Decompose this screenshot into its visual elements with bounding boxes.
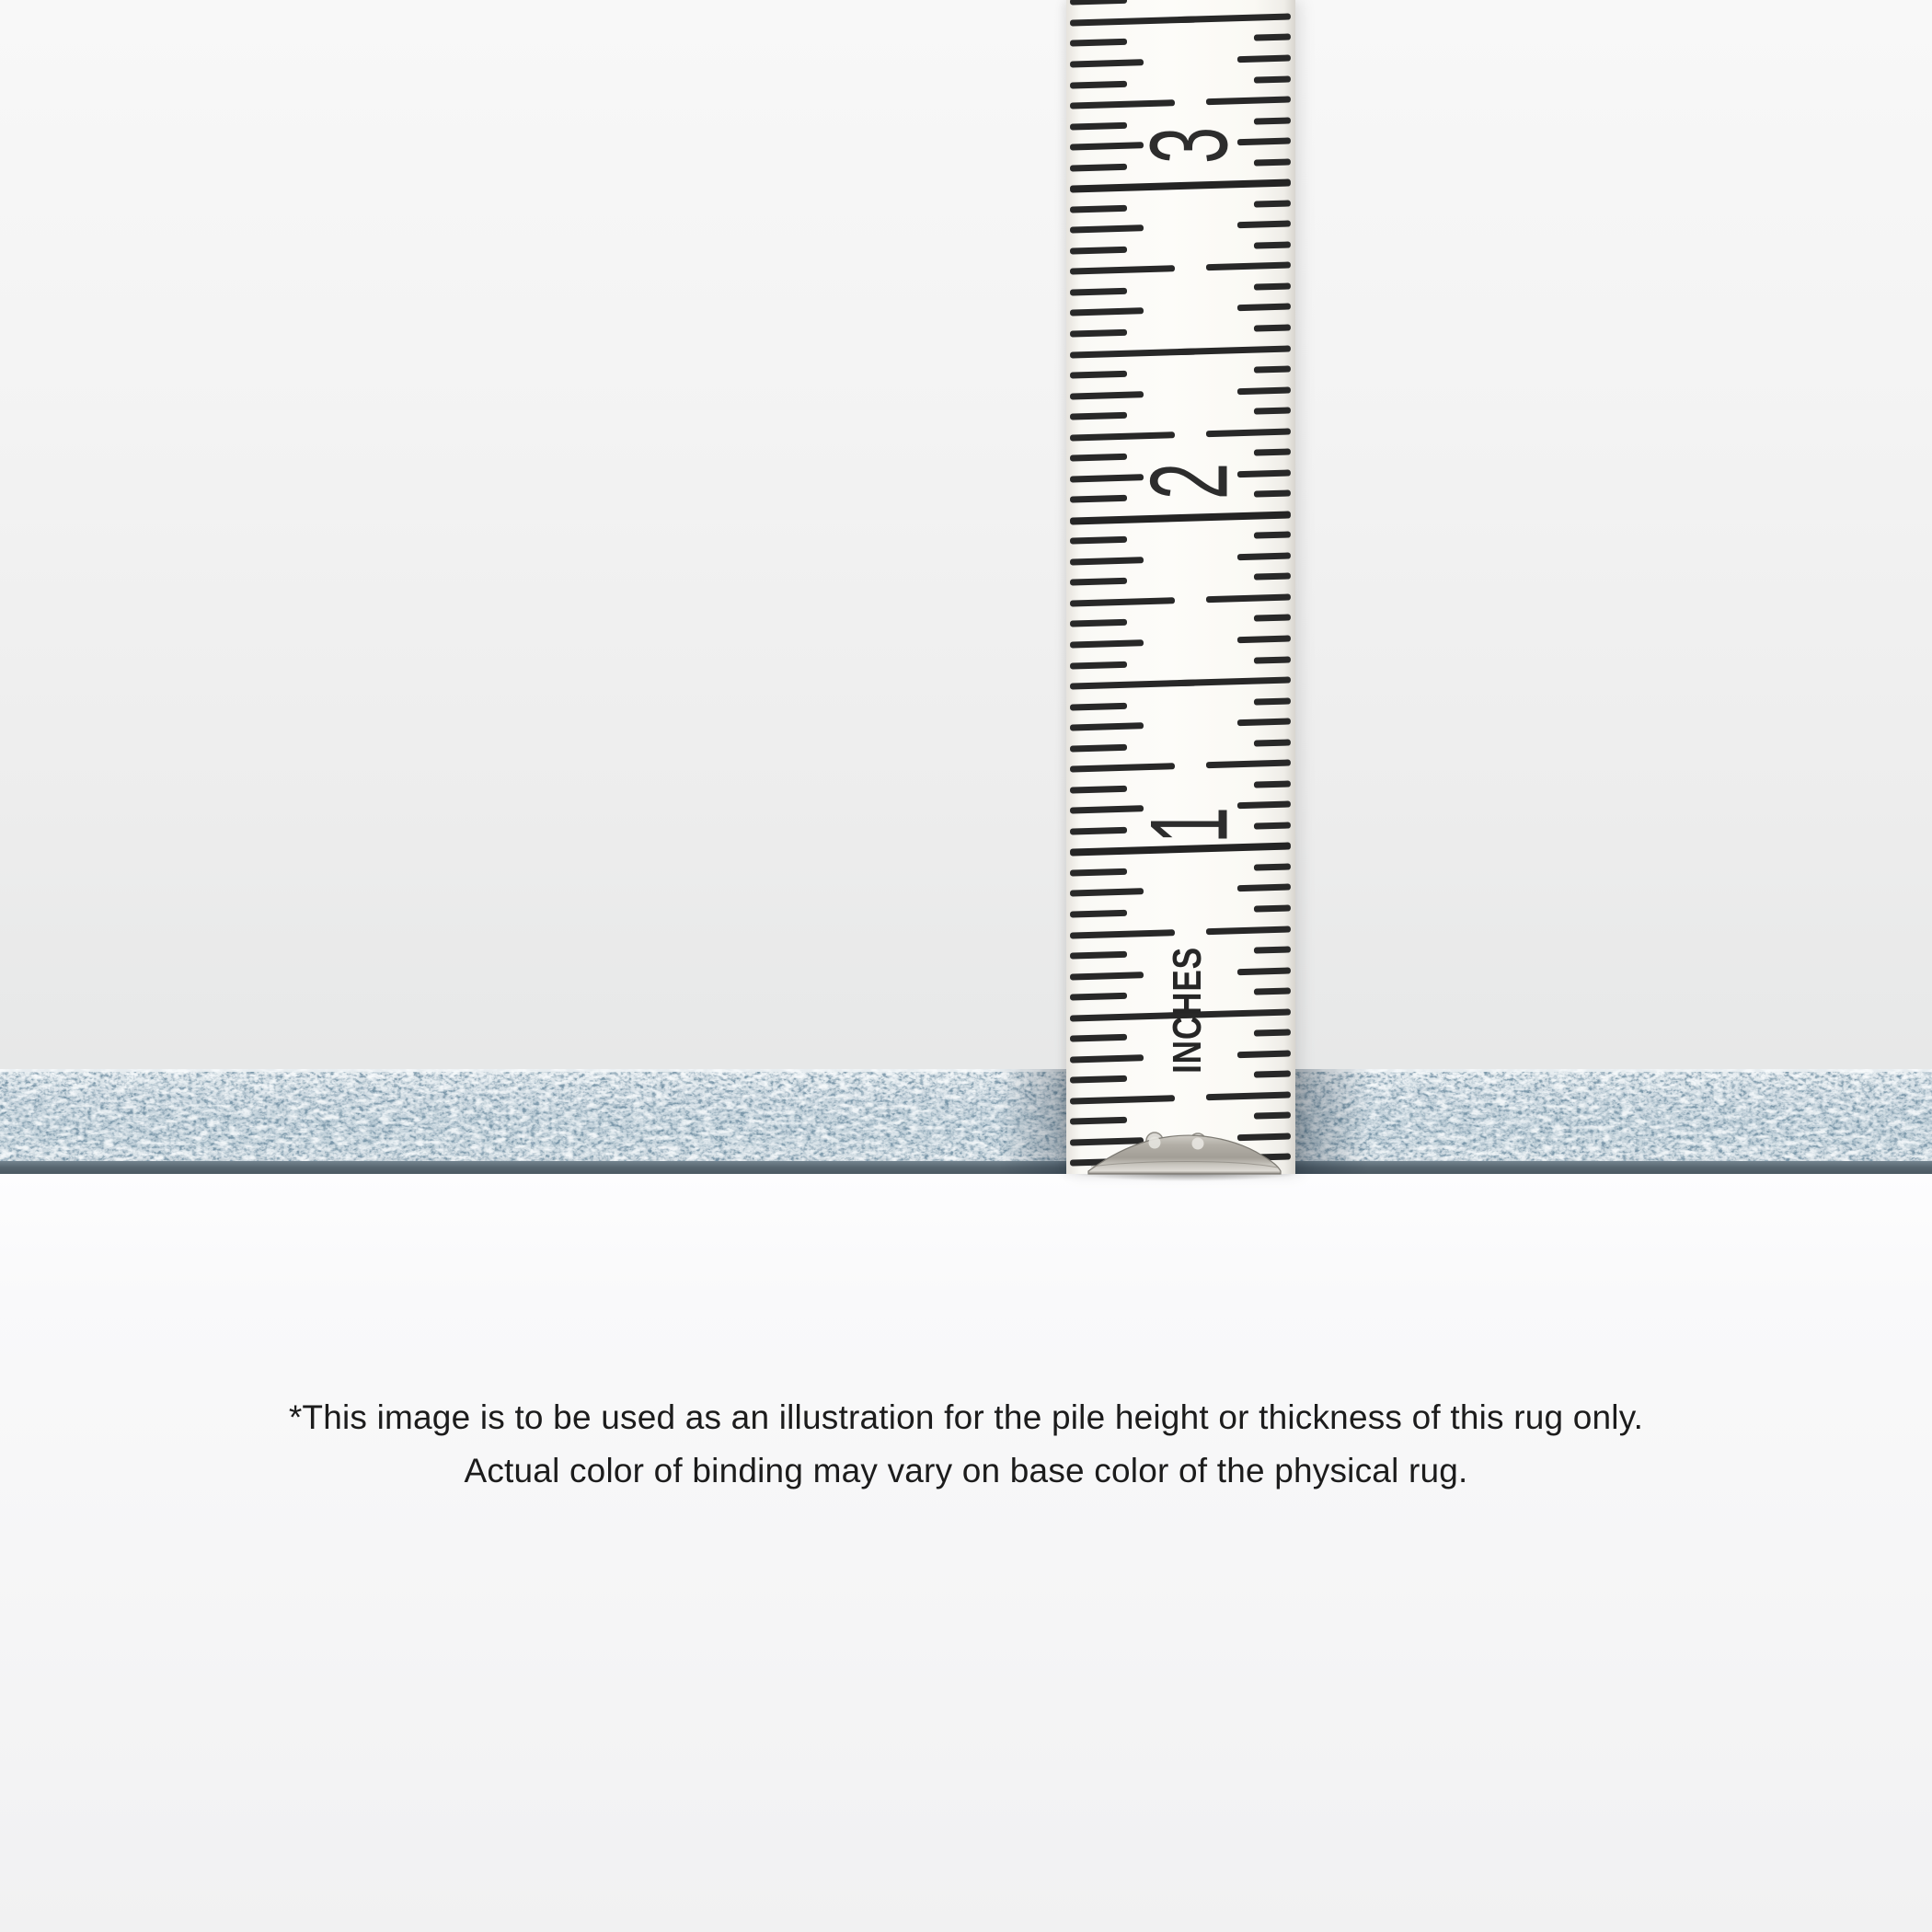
ruler-end-clip — [1086, 1133, 1283, 1174]
ruler-tick-row — [1066, 718, 1295, 731]
ruler-number-2: 2 — [1127, 462, 1250, 500]
ruler-tick-row — [1066, 262, 1295, 276]
ruler-tick-row — [1066, 1112, 1295, 1126]
rug-cross-section — [0, 1069, 1932, 1174]
rug-texture — [0, 1069, 1932, 1174]
ruler-tick-row — [1066, 241, 1295, 255]
ruler-tick-row — [1066, 635, 1295, 649]
disclaimer-text — [0, 1391, 1932, 1498]
ruler-tick-row — [1066, 676, 1295, 690]
ruler-tick-row — [1066, 34, 1295, 48]
ruler-tick-row — [1066, 365, 1295, 379]
ruler-tick-row — [1066, 739, 1295, 753]
disclaimer-line-1: *This image is to be used as an illustration for the pile height or thickness of this rug only. — [288, 1398, 1644, 1436]
ruler-tick-row — [1066, 615, 1295, 628]
ruler-tick-row — [1066, 304, 1295, 317]
ruler-tick-row — [1066, 221, 1295, 235]
ruler-tick-row — [1066, 593, 1295, 607]
ruler-tick-row — [1066, 697, 1295, 711]
ruler-tick-row — [1066, 656, 1295, 670]
ruler-tick-row — [1066, 324, 1295, 338]
ruler-tick-row — [1066, 282, 1295, 296]
ruler-tick-row — [1066, 386, 1295, 400]
ruler-tape — [1066, 0, 1295, 1174]
disclaimer-line-2: Actual color of binding may vary on base color of the physical rug. — [464, 1452, 1468, 1489]
ruler-tick-row — [1066, 552, 1295, 566]
ruler-number-3: 3 — [1127, 126, 1250, 165]
floor-surface — [0, 1174, 1932, 1932]
ruler-tick-row — [1066, 13, 1295, 27]
ruler-tick-row — [1066, 54, 1295, 68]
ruler-tick-row — [1066, 573, 1295, 587]
ruler-unit-label: INCHES — [1165, 947, 1210, 1074]
ruler-number-1: 1 — [1127, 806, 1250, 845]
ruler-tick-row — [1066, 345, 1295, 359]
ruler-tick-row — [1066, 0, 1295, 6]
